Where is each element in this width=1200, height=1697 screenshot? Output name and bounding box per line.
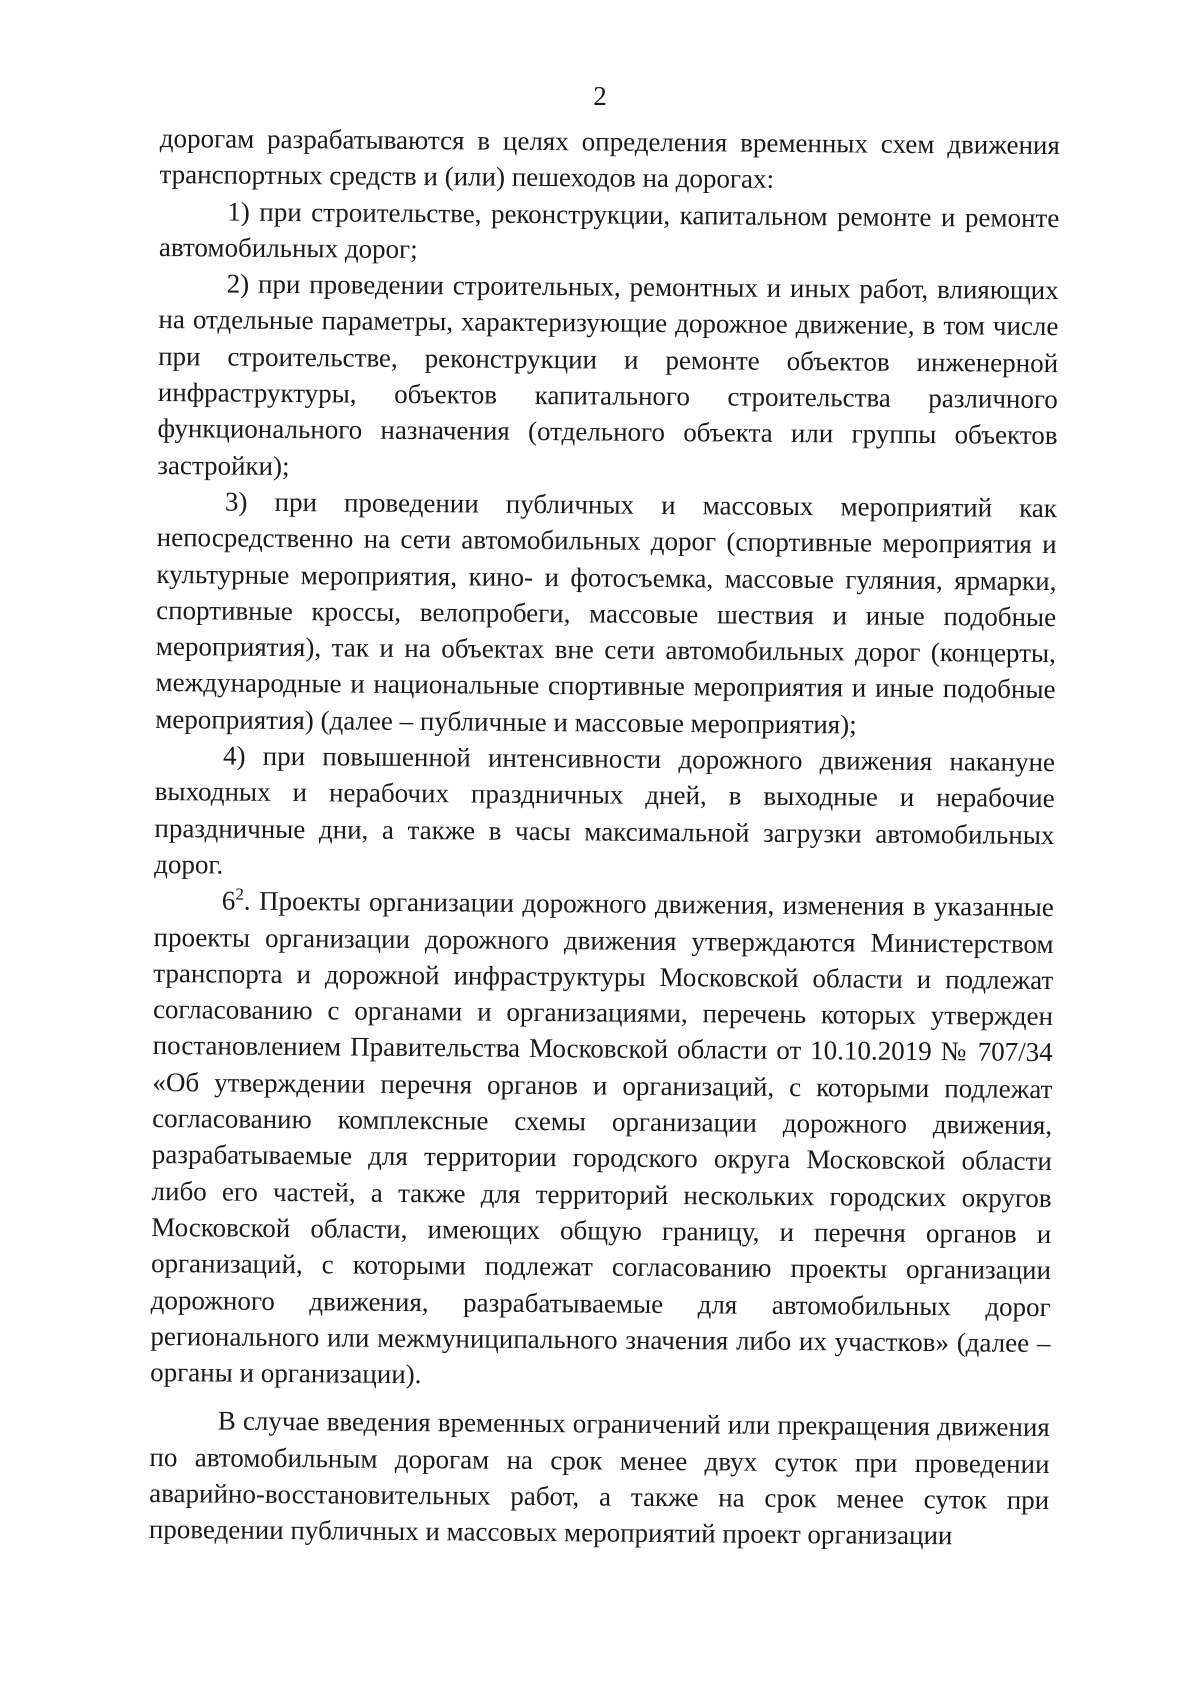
clause-number: 6 — [221, 885, 236, 916]
clause-superscript: 2 — [235, 884, 244, 904]
page-number: 2 — [593, 81, 607, 111]
list-item-4: 4) при повышенной интенсивности дорожного движения накануне выходных и нерабочих праздничных дней, в выходные и нерабочие праздничные дни, а также в часы максимальной загрузки автомобильных дорог. — [154, 740, 1056, 880]
list-item-3: 3) при проведении публичных и массовых мероприятий как непосредственно на сети автомобильных дорог (спортивные мероприятия и культурные мероприятия, кино- и фотосъемка, массовые гуляния, ярмарки, спортивные кроссы, велопробеги, массовые шествия и иные подобные мероприятия), так и на объектах вне сети автомобильных дорог (концерты, международные и национальные спортивные мероприятия и иные подобные мероприятия) (далее – публичные и массовые мероприятия); — [155, 486, 1058, 740]
clause-6-2 — [150, 882, 1054, 1397]
list-item-2: 2) при проведении строительных, ремонтных и иных работ, влияющих на отдельные параметры, характеризующие дорожное движение, в том числе при строительстве, реконструкции и ремонте объектов инженерной инфраструктуры, объектов капитального строительства различного функционального назначения (отдельного объекта или группы объектов застройки); — [157, 268, 1059, 481]
paragraph-temporary-restrictions: В случае введения временных ограничений или прекращения движения по автомобильным дорогам на срок менее двух суток при проведении аварийно-восстановительных работ, а также на срок менее суток при проведении публичных и массовых мероприятий проект организации — [148, 1405, 1050, 1551]
paragraph-intro: дорогам разрабатываются в целях определения временных схем движения транспортных средств и (или) пешеходов на дорогах: — [159, 122, 1060, 195]
clause-text: . Проекты организации дорожного движения, изменения в указанные проекты организации дорожного движения утверждаются Министерством транспорта и дорожной инфраструктуры Московской области и подлежат согласованию с органами и организациями, перечень которых утвержден постановлением Правительства Московской области от 10.10.2019 № 707/34 «Об утверждении перечня органов и организаций, с которыми подлежат согласованию комплексные схемы организации дорожного движения, разрабатываемые для территории городского округа Московской области либо его частей, а также для территорий нескольких городских округов Московской области, имеющих общую границу, и перечня органов и организаций, с которыми подлежат согласованию проекты организации дорожного движения, разрабатываемые для автомобильных дорог регионального или межмуниципального значения либо их участков» (далее – органы и организации). — [150, 885, 1054, 1390]
list-item-1: 1) при строительстве, реконструкции, капитальном ремонте и ремонте автомобильных дорог; — [158, 196, 1060, 264]
document-body — [149, 120, 1060, 1555]
